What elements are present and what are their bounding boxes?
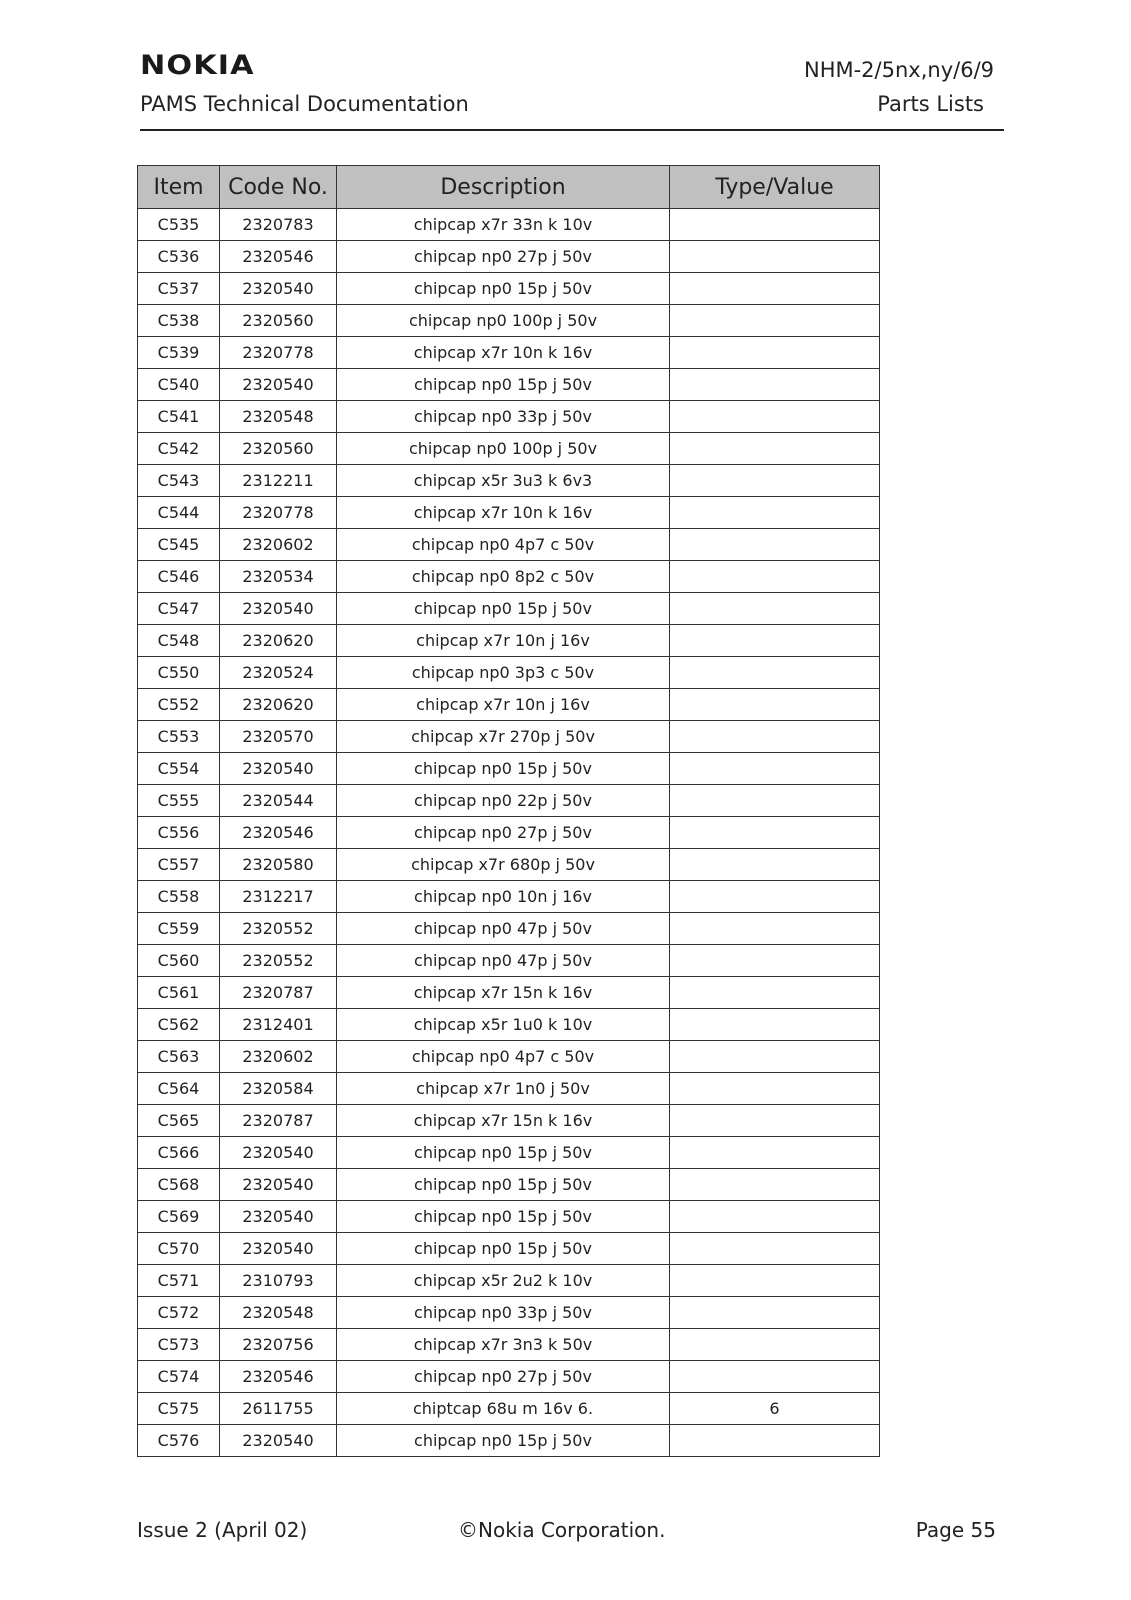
- cell-type-value: [670, 1009, 880, 1041]
- table-row: [138, 1361, 880, 1393]
- cell-code: 2320540: [220, 593, 337, 625]
- column-header-code: Code No.: [220, 166, 337, 209]
- cell-code: 2320544: [220, 785, 337, 817]
- cell-type-value: 6: [670, 1393, 880, 1425]
- table-row: [138, 1265, 880, 1297]
- cell-type-value: [670, 1169, 880, 1201]
- cell-type-value: [670, 1233, 880, 1265]
- cell-description: chipcap np0 15p j 50v: [337, 1169, 670, 1201]
- cell-description: chipcap np0 15p j 50v: [337, 1233, 670, 1265]
- cell-code: 2320546: [220, 241, 337, 273]
- table-row: [138, 369, 880, 401]
- cell-description: chipcap np0 100p j 50v: [337, 433, 670, 465]
- cell-type-value: [670, 529, 880, 561]
- section-title: Parts Lists: [877, 92, 984, 116]
- cell-item: C568: [138, 1169, 220, 1201]
- cell-type-value: [670, 465, 880, 497]
- table-row: [138, 1169, 880, 1201]
- cell-description: chipcap np0 15p j 50v: [337, 753, 670, 785]
- table-row: [138, 561, 880, 593]
- table-row: [138, 305, 880, 337]
- parts-table: [137, 165, 880, 1457]
- cell-item: C557: [138, 849, 220, 881]
- cell-code: 2320540: [220, 1137, 337, 1169]
- table-row: [138, 817, 880, 849]
- cell-item: C573: [138, 1329, 220, 1361]
- cell-type-value: [670, 305, 880, 337]
- table-row: [138, 785, 880, 817]
- table-row: [138, 1041, 880, 1073]
- cell-description: chipcap x7r 10n k 16v: [337, 337, 670, 369]
- cell-item: C574: [138, 1361, 220, 1393]
- cell-item: C556: [138, 817, 220, 849]
- cell-description: chipcap np0 10n j 16v: [337, 881, 670, 913]
- cell-code: 2320540: [220, 753, 337, 785]
- cell-description: chipcap x7r 680p j 50v: [337, 849, 670, 881]
- cell-code: 2320540: [220, 1169, 337, 1201]
- cell-item: C555: [138, 785, 220, 817]
- cell-code: 2320584: [220, 1073, 337, 1105]
- cell-item: C572: [138, 1297, 220, 1329]
- cell-type-value: [670, 977, 880, 1009]
- cell-description: chipcap x5r 1u0 k 10v: [337, 1009, 670, 1041]
- cell-code: 2320524: [220, 657, 337, 689]
- cell-description: chipcap np0 27p j 50v: [337, 1361, 670, 1393]
- cell-code: 2320787: [220, 1105, 337, 1137]
- cell-description: chipcap x7r 15n k 16v: [337, 1105, 670, 1137]
- cell-type-value: [670, 817, 880, 849]
- cell-item: C566: [138, 1137, 220, 1169]
- table-row: [138, 881, 880, 913]
- cell-type-value: [670, 657, 880, 689]
- cell-description: chipcap np0 15p j 50v: [337, 1425, 670, 1457]
- cell-code: 2320756: [220, 1329, 337, 1361]
- table-row: [138, 497, 880, 529]
- cell-type-value: [670, 497, 880, 529]
- cell-item: C565: [138, 1105, 220, 1137]
- cell-code: 2312211: [220, 465, 337, 497]
- cell-code: 2310793: [220, 1265, 337, 1297]
- cell-type-value: [670, 1201, 880, 1233]
- cell-item: C560: [138, 945, 220, 977]
- table-row: [138, 337, 880, 369]
- cell-item: C563: [138, 1041, 220, 1073]
- cell-item: C544: [138, 497, 220, 529]
- cell-type-value: [670, 209, 880, 241]
- table-row: [138, 913, 880, 945]
- cell-type-value: [670, 1361, 880, 1393]
- cell-type-value: [670, 1041, 880, 1073]
- cell-item: C558: [138, 881, 220, 913]
- cell-type-value: [670, 881, 880, 913]
- cell-item: C536: [138, 241, 220, 273]
- cell-description: chipcap np0 27p j 50v: [337, 817, 670, 849]
- table-row: [138, 593, 880, 625]
- cell-type-value: [670, 401, 880, 433]
- table-row: [138, 465, 880, 497]
- table-row: [138, 1393, 880, 1425]
- cell-description: chipcap x7r 1n0 j 50v: [337, 1073, 670, 1105]
- table-row: [138, 721, 880, 753]
- cell-item: C538: [138, 305, 220, 337]
- table-row: [138, 433, 880, 465]
- cell-item: C543: [138, 465, 220, 497]
- cell-item: C554: [138, 753, 220, 785]
- cell-description: chipcap np0 100p j 50v: [337, 305, 670, 337]
- cell-description: chipcap np0 4p7 c 50v: [337, 1041, 670, 1073]
- cell-type-value: [670, 785, 880, 817]
- table-row: [138, 1329, 880, 1361]
- page-number: Page 55: [915, 1518, 996, 1542]
- cell-type-value: [670, 241, 880, 273]
- table-row: [138, 657, 880, 689]
- cell-code: 2320534: [220, 561, 337, 593]
- cell-code: 2320602: [220, 1041, 337, 1073]
- cell-description: chipcap x7r 33n k 10v: [337, 209, 670, 241]
- cell-code: 2320783: [220, 209, 337, 241]
- table-row: [138, 1137, 880, 1169]
- cell-item: C541: [138, 401, 220, 433]
- cell-code: 2320548: [220, 401, 337, 433]
- cell-description: chipcap x7r 3n3 k 50v: [337, 1329, 670, 1361]
- table-row: [138, 689, 880, 721]
- issue-label: Issue 2 (April 02): [137, 1518, 308, 1542]
- table-row: [138, 1105, 880, 1137]
- cell-description: chipcap np0 15p j 50v: [337, 1201, 670, 1233]
- cell-code: 2320552: [220, 945, 337, 977]
- cell-type-value: [670, 337, 880, 369]
- table-row: [138, 1073, 880, 1105]
- cell-type-value: [670, 1105, 880, 1137]
- cell-item: C547: [138, 593, 220, 625]
- header-divider: [140, 129, 1004, 131]
- table-row: [138, 1233, 880, 1265]
- cell-code: 2312401: [220, 1009, 337, 1041]
- cell-description: chipcap x7r 10n j 16v: [337, 625, 670, 657]
- table-row: [138, 977, 880, 1009]
- table-row: [138, 1009, 880, 1041]
- table-row: [138, 1425, 880, 1457]
- cell-code: 2320540: [220, 1425, 337, 1457]
- cell-type-value: [670, 593, 880, 625]
- cell-type-value: [670, 1329, 880, 1361]
- cell-description: chipcap np0 15p j 50v: [337, 369, 670, 401]
- cell-item: C539: [138, 337, 220, 369]
- model-number: NHM-2/5nx,ny/6/9: [803, 58, 994, 82]
- cell-description: chipcap np0 8p2 c 50v: [337, 561, 670, 593]
- cell-type-value: [670, 689, 880, 721]
- cell-description: chiptcap 68u m 16v 6.: [337, 1393, 670, 1425]
- cell-code: 2320560: [220, 305, 337, 337]
- cell-code: 2320570: [220, 721, 337, 753]
- table-row: [138, 1201, 880, 1233]
- cell-code: 2320778: [220, 497, 337, 529]
- cell-item: C550: [138, 657, 220, 689]
- cell-code: 2320540: [220, 273, 337, 305]
- table-row: [138, 209, 880, 241]
- cell-description: chipcap x7r 270p j 50v: [337, 721, 670, 753]
- cell-description: chipcap np0 22p j 50v: [337, 785, 670, 817]
- cell-code: 2320787: [220, 977, 337, 1009]
- cell-description: chipcap x5r 3u3 k 6v3: [337, 465, 670, 497]
- cell-type-value: [670, 1073, 880, 1105]
- table-row: [138, 945, 880, 977]
- cell-code: 2320620: [220, 625, 337, 657]
- cell-code: 2312217: [220, 881, 337, 913]
- table-row: [138, 529, 880, 561]
- cell-item: C540: [138, 369, 220, 401]
- cell-type-value: [670, 625, 880, 657]
- cell-type-value: [670, 913, 880, 945]
- cell-code: 2611755: [220, 1393, 337, 1425]
- nokia-logo: NOKIA: [140, 50, 255, 81]
- cell-description: chipcap np0 47p j 50v: [337, 945, 670, 977]
- cell-item: C546: [138, 561, 220, 593]
- cell-item: C545: [138, 529, 220, 561]
- table-row: [138, 241, 880, 273]
- cell-type-value: [670, 1265, 880, 1297]
- cell-description: chipcap x7r 10n k 16v: [337, 497, 670, 529]
- cell-description: chipcap np0 4p7 c 50v: [337, 529, 670, 561]
- cell-item: C553: [138, 721, 220, 753]
- cell-description: chipcap np0 33p j 50v: [337, 401, 670, 433]
- cell-code: 2320602: [220, 529, 337, 561]
- cell-description: chipcap np0 27p j 50v: [337, 241, 670, 273]
- cell-item: C537: [138, 273, 220, 305]
- cell-description: chipcap np0 33p j 50v: [337, 1297, 670, 1329]
- cell-description: chipcap x5r 2u2 k 10v: [337, 1265, 670, 1297]
- cell-type-value: [670, 849, 880, 881]
- cell-item: C542: [138, 433, 220, 465]
- cell-description: chipcap x7r 15n k 16v: [337, 977, 670, 1009]
- cell-type-value: [670, 273, 880, 305]
- column-header-type-value: Type/Value: [670, 166, 880, 209]
- cell-item: C571: [138, 1265, 220, 1297]
- copyright-label: ©Nokia Corporation.: [458, 1518, 666, 1542]
- cell-item: C564: [138, 1073, 220, 1105]
- cell-code: 2320580: [220, 849, 337, 881]
- cell-item: C575: [138, 1393, 220, 1425]
- cell-item: C548: [138, 625, 220, 657]
- cell-description: chipcap np0 3p3 c 50v: [337, 657, 670, 689]
- cell-type-value: [670, 1297, 880, 1329]
- cell-code: 2320552: [220, 913, 337, 945]
- cell-item: C561: [138, 977, 220, 1009]
- cell-code: 2320560: [220, 433, 337, 465]
- cell-type-value: [670, 1425, 880, 1457]
- cell-item: C562: [138, 1009, 220, 1041]
- cell-code: 2320546: [220, 1361, 337, 1393]
- cell-code: 2320620: [220, 689, 337, 721]
- cell-type-value: [670, 721, 880, 753]
- cell-item: C569: [138, 1201, 220, 1233]
- cell-code: 2320540: [220, 1201, 337, 1233]
- table-row: [138, 273, 880, 305]
- cell-code: 2320548: [220, 1297, 337, 1329]
- cell-description: chipcap np0 15p j 50v: [337, 593, 670, 625]
- cell-description: chipcap x7r 10n j 16v: [337, 689, 670, 721]
- cell-item: C559: [138, 913, 220, 945]
- column-header-description: Description: [337, 166, 670, 209]
- cell-code: 2320546: [220, 817, 337, 849]
- table-row: [138, 625, 880, 657]
- table-header-row: [138, 166, 880, 209]
- cell-type-value: [670, 369, 880, 401]
- column-header-item: Item: [138, 166, 220, 209]
- cell-type-value: [670, 753, 880, 785]
- cell-item: C576: [138, 1425, 220, 1457]
- cell-type-value: [670, 945, 880, 977]
- cell-code: 2320778: [220, 337, 337, 369]
- table-row: [138, 753, 880, 785]
- cell-type-value: [670, 433, 880, 465]
- table-row: [138, 1297, 880, 1329]
- cell-type-value: [670, 561, 880, 593]
- cell-code: 2320540: [220, 369, 337, 401]
- cell-type-value: [670, 1137, 880, 1169]
- table-row: [138, 849, 880, 881]
- cell-item: C535: [138, 209, 220, 241]
- cell-item: C570: [138, 1233, 220, 1265]
- cell-code: 2320540: [220, 1233, 337, 1265]
- cell-description: chipcap np0 15p j 50v: [337, 1137, 670, 1169]
- parts-table-body: [138, 209, 880, 1457]
- table-row: [138, 401, 880, 433]
- cell-description: chipcap np0 47p j 50v: [337, 913, 670, 945]
- cell-item: C552: [138, 689, 220, 721]
- cell-description: chipcap np0 15p j 50v: [337, 273, 670, 305]
- document-title: PAMS Technical Documentation: [140, 92, 469, 116]
